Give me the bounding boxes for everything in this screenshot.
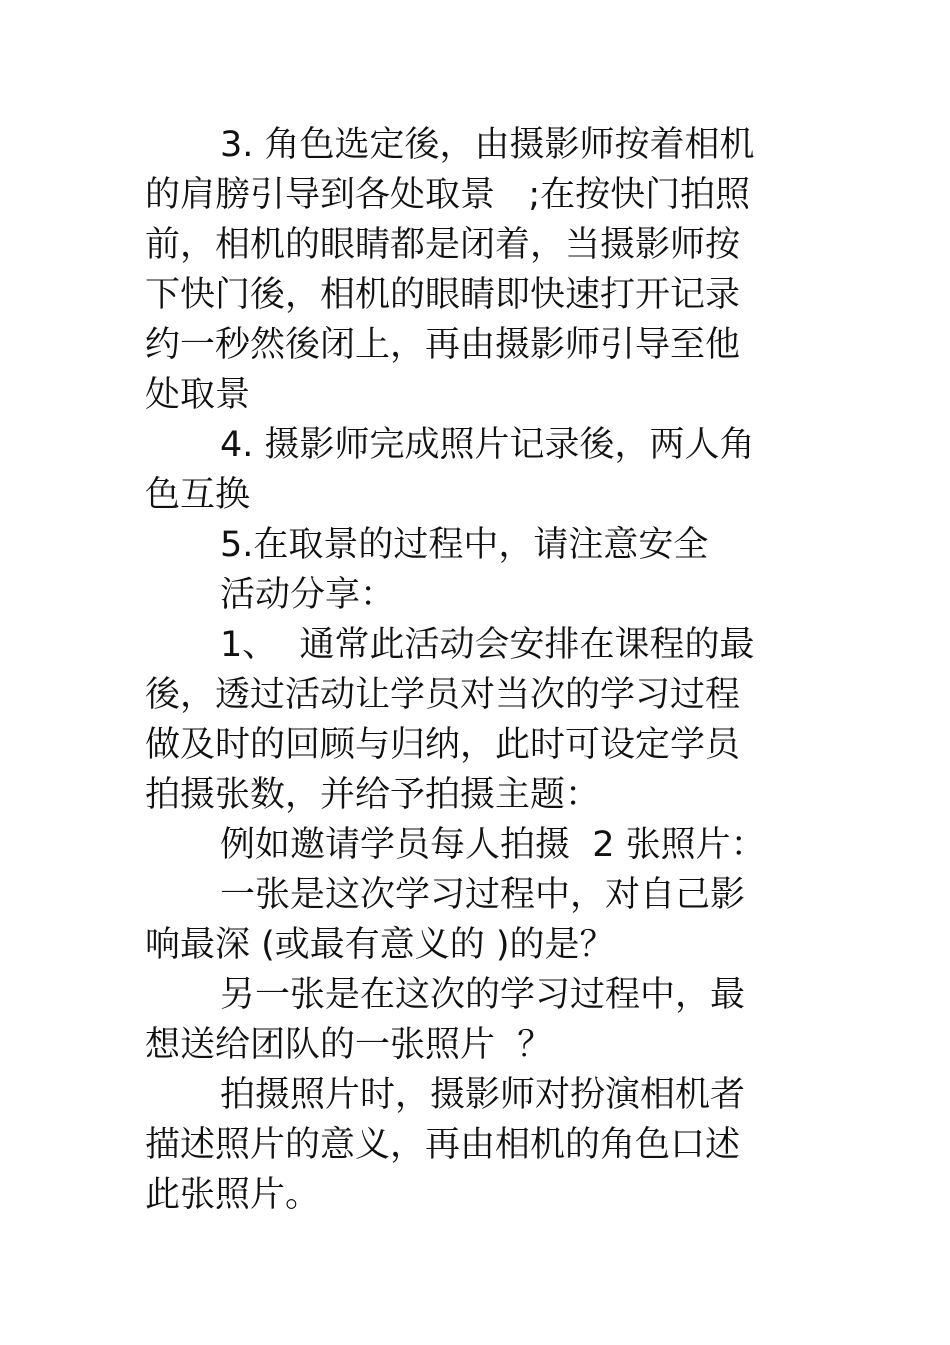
paragraph-line: 一张是这次学习过程中，对自己影: [220, 875, 746, 915]
paragraph-line: 色互换: [145, 475, 251, 515]
paragraph-line: 拍摄照片时，摄影师对扮演相机者: [220, 1075, 746, 1115]
paragraph-line: 描述照片的意义，再由相机的角色口述: [145, 1125, 741, 1165]
paragraph-line: 此张照片。: [145, 1175, 321, 1215]
paragraph-line: 拍摄张数，并给予拍摄主题：: [145, 775, 601, 815]
section-heading: 活动分享：: [220, 575, 396, 615]
paragraph-line: 後，透过活动让学员对当次的学习过程: [145, 675, 741, 715]
paragraph-line: 4. 摄影师完成照片记录後，两人角: [220, 425, 755, 465]
paragraph-line: 想送给团队的一张照片 ？: [145, 1025, 553, 1065]
paragraph-line: 5.在取景的过程中，请注意安全: [220, 525, 709, 565]
paragraph-line: 下快门後，相机的眼睛即快速打开记录: [145, 275, 741, 315]
paragraph-line: 例如邀请学员每人拍摄 2 张照片：: [220, 825, 766, 865]
paragraph-line: 做及时的回顾与归纳，此时可设定学员: [145, 725, 741, 765]
paragraph-line: 约一秒然後闭上，再由摄影师引导至他: [145, 325, 741, 365]
paragraph-line: 的肩膀引导到各处取景 ;在按快门拍照: [145, 175, 751, 215]
paragraph-line: 处取景: [145, 375, 251, 415]
paragraph-line: 前，相机的眼睛都是闭着，当摄影师按: [145, 225, 741, 265]
paragraph-line: 响最深 (或最有意义的 )的是？: [145, 925, 615, 965]
paragraph-line: 另一张是在这次的学习过程中，最: [220, 975, 746, 1015]
paragraph-line: 3. 角色选定後，由摄影师按着相机: [220, 125, 755, 165]
paragraph-line: 1、 通常此活动会安排在课程的最: [220, 625, 755, 665]
